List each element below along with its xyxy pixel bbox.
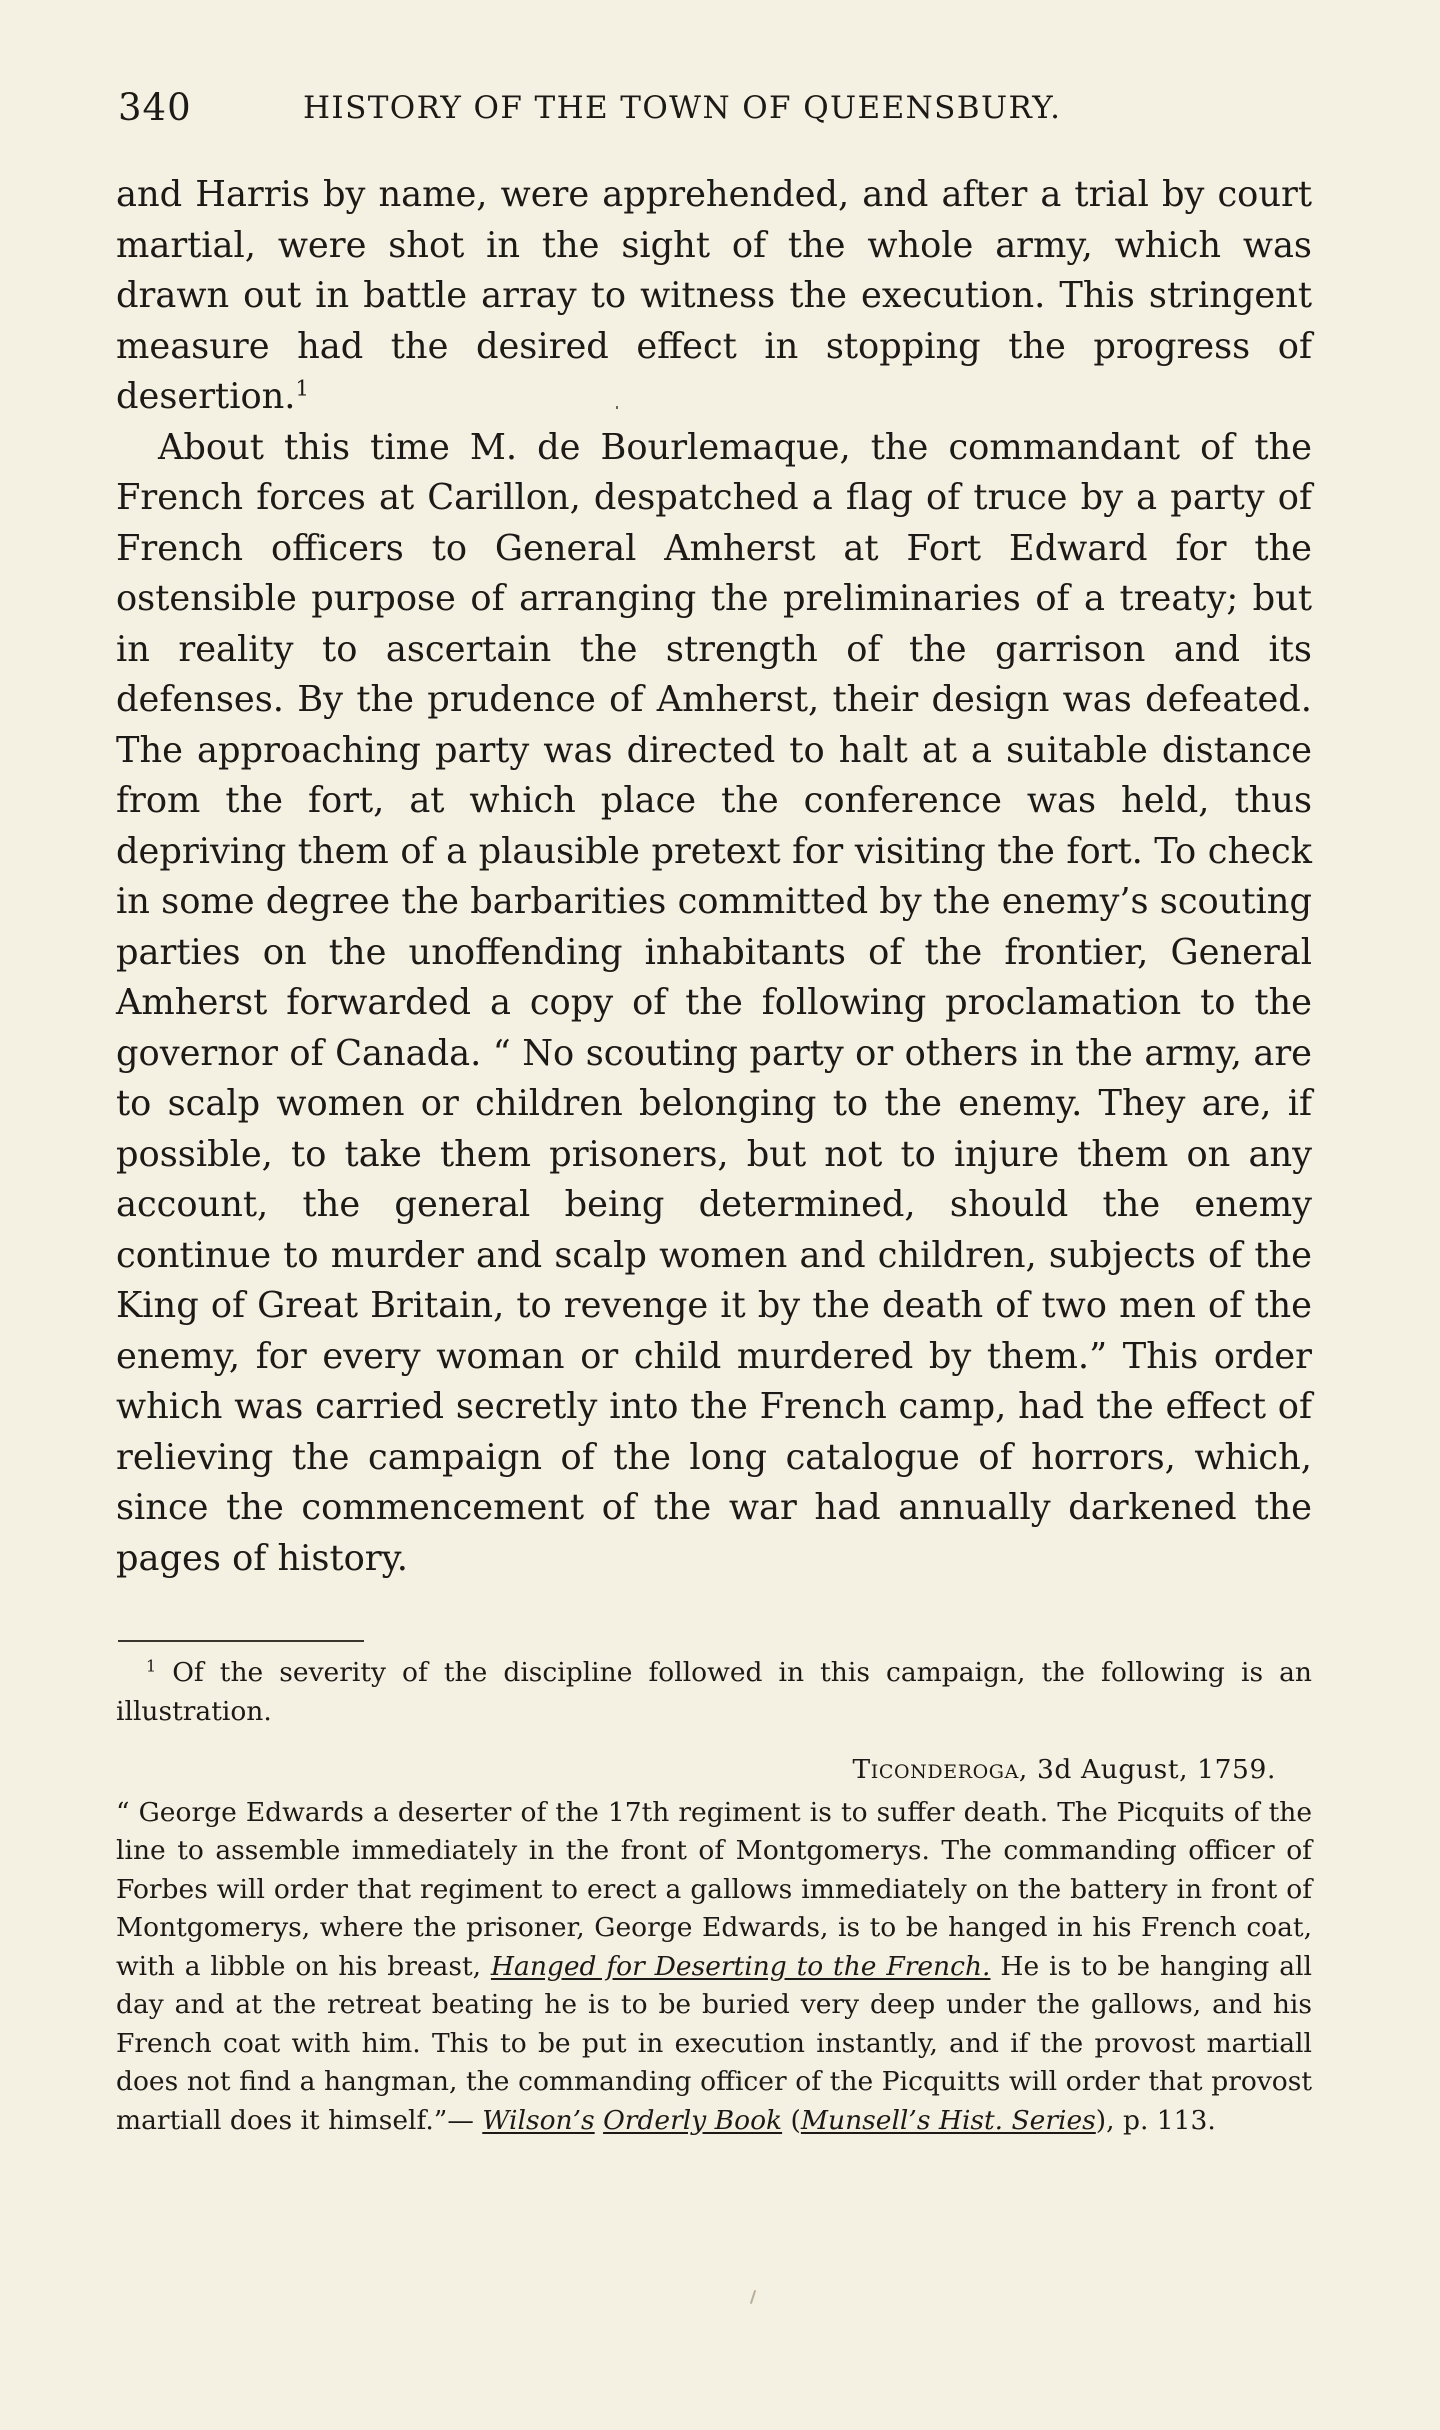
page-header	[118, 86, 1308, 136]
footnote-marker: 1	[146, 1656, 157, 1676]
paragraph-2: About this time M. de Bourlemaque, the commandant of the French forces at Carillon, despatched a flag of truce by a party of French officers to General Amherst at Fort Edward for the ostensible purpose of arranging the preliminaries of a treaty; but in reality to ascertain the strength of the garrison and its defenses. By the prudence of Amherst, their design was defeated. The approaching party was directed to halt at a suitable distance from the fort, at which place the conference was held, thus depriving them of a plausible pretext for visiting the fort. To check in some degree the barbarities committed by the enemy’s scouting parties on the unoffending inhabitants of the frontier, General Amherst forwarded a copy of the following proclamation to the governor of Canada. “ No scouting party or others in the army, are to scalp women or children belonging to the enemy. They are, if possible, to take them prisoners, but not to injure them on any account, the general being determined, should the enemy continue to murder and scalp women and children, subjects of the King of Great Britain, to revenge it by the death of two men of the enemy, for every woman or child murdered by them.” This order which was carried secretly into the French camp, had the effect of relieving the campaign of the long catalogue of horrors, which, since the commencement of the war had annually darkened the pages of history.	[116, 426, 1312, 1579]
citation-series-open: (	[790, 2104, 801, 2136]
footnote-dateline	[116, 1751, 1312, 1790]
footnotes	[116, 1654, 1312, 2140]
citation-author: Wilson’s	[482, 2104, 595, 2136]
dateline-place: Ticonderoga,	[852, 1754, 1028, 1785]
main-text	[116, 170, 1312, 1584]
paragraph-1-text: and Harris by name, were apprehended, and after a trial by court martial, were shot in the sight of the whole army, which was drawn out in battle array to witness the execution. This stringent measure had the desired effect in stopping the progress of desertion.	[116, 174, 1312, 417]
footnote-1-intro	[116, 1654, 1312, 1731]
citation-series-close: ),	[1095, 2104, 1115, 2136]
running-title: HISTORY OF THE TOWN OF QUEENSBURY.	[303, 90, 1062, 126]
quote-italic-label: Hanged for Deserting to the French.	[490, 1950, 991, 1982]
footnote-1-intro-text: Of the severity of the discipline followed in this campaign, the following is an illustration.	[116, 1657, 1312, 1727]
footnote-quote	[116, 1794, 1312, 2141]
paragraph-1	[116, 170, 1312, 423]
citation-series: Munsell’s Hist. Series	[800, 2104, 1096, 2136]
paper-mark	[750, 2290, 756, 2304]
citation-title: Orderly Book	[603, 2104, 783, 2136]
print-speck	[616, 406, 618, 409]
quote-text-b: He is to be hanging all day and at the retreat beating he is to be buried very deep under the gallows, and his French coat with him. This to be put in execution instantly, and if the provost martiall does not find a hangman, the commanding officer of the Picquitts will order that provost martiall does it himself.”—	[116, 1950, 1312, 2136]
footnote-rule	[118, 1640, 364, 1642]
footnote-reference: 1	[295, 375, 309, 401]
quote-text-a: “ George Edwards a deserter of the 17th regiment is to suffer death. The Picquits of the line to assemble immediately in the front of Montgomerys. The commanding officer of Forbes will order that regiment to erect a gallows immediately on the battery in front of Montgomerys, where the prisoner, George Edwards, is to be hanged in his French coat, with a libble on his breast,	[116, 1796, 1312, 1982]
dateline-date: 3d August, 1759.	[1036, 1754, 1276, 1785]
citation-page: p. 113.	[1122, 2104, 1216, 2136]
page-number: 340	[118, 86, 192, 129]
